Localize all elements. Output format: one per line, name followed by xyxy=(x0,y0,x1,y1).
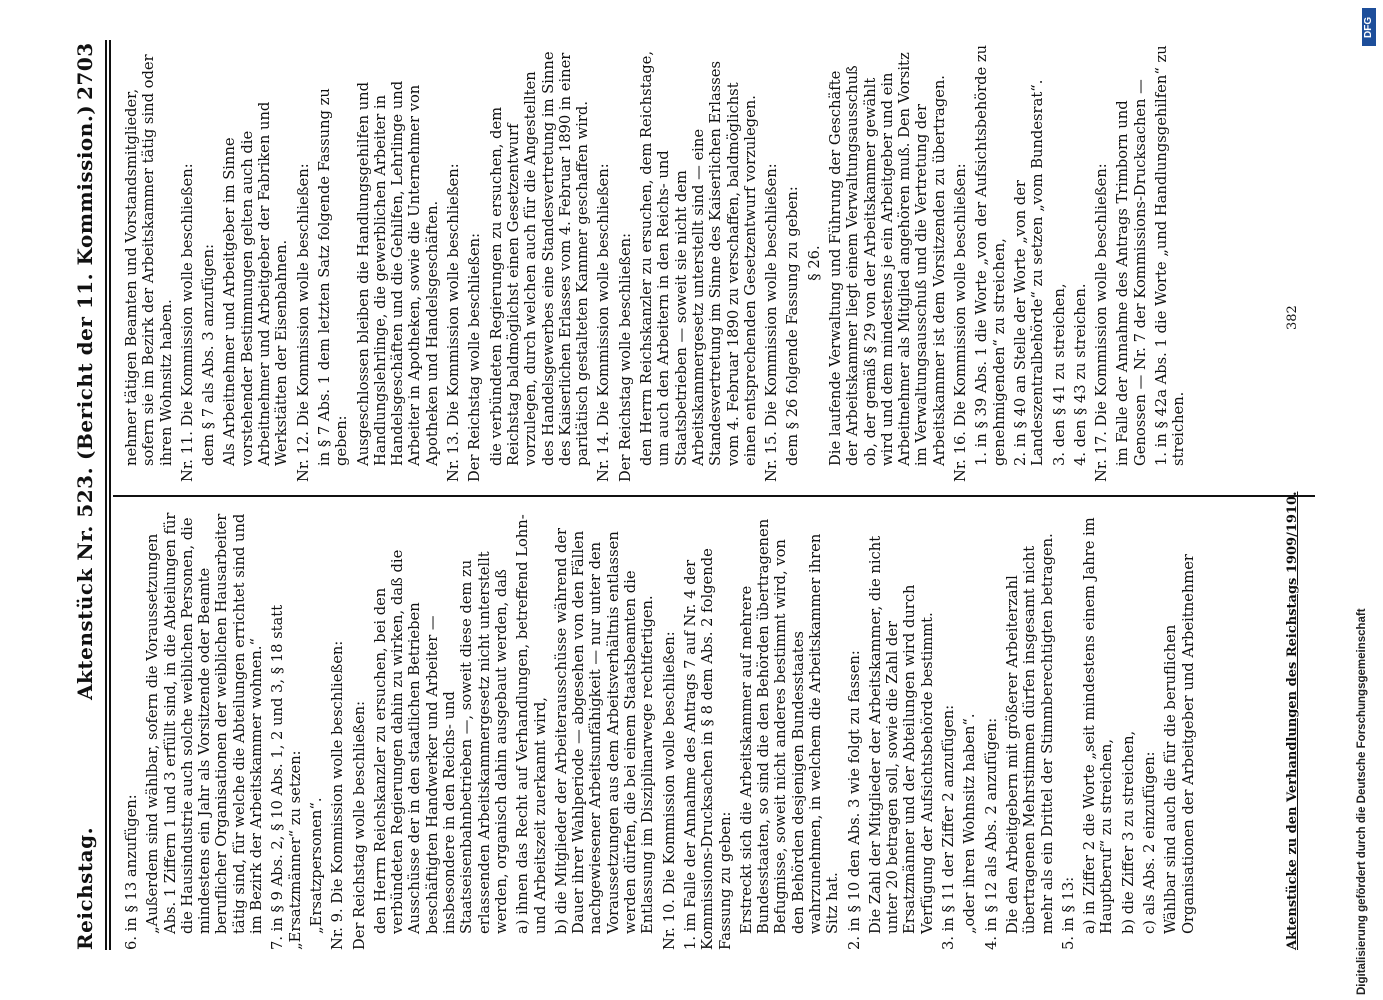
left-para: Erstreckt sich die Arbeitskammer auf mehrere Bundesstaaten, so sind die den Behörden übertragenen Befugnisse, soweit nicht anderes bestimmt wird, von den Behörden desjenigen Bundesstaates wahrzunehmen, in welchem die Arbeitskammer ihren Sitz hat. xyxy=(737,514,842,934)
left-para: 4. in § 12 als Abs. 2 anzufügen: xyxy=(982,717,1000,950)
header-right: (Bericht der 11. Kommission.) xyxy=(73,104,97,460)
right-para: 4. den § 43 zu streichen. xyxy=(1071,283,1089,466)
left-para: „oder ihren Wohnsitz haben“. xyxy=(961,713,979,934)
left-para: b) die Mitglieder der Arbeiterausschüsse während der Dauer ihrer Wahlperiode — abgesehen von den Fällen nachgewiesener Arbeitsunfähigkeit — nur unter den Voraussetzungen aus dem Arbeitsverhältnis entlassen werden dürfen, die bei einem Staatsbeamten die Entlassung im Disziplinarwege rechtfertigen. xyxy=(552,523,657,934)
dfg-logo-icon: DFG xyxy=(1362,8,1376,46)
header-center: Aktenstück Nr. 523. xyxy=(73,466,97,700)
right-para: Nr. 12. Die Kommission wolle beschließen: xyxy=(294,163,312,482)
digitization-note: Digitalisierung gefördert durch die Deutsche Forschungsgemeinschaft xyxy=(1356,608,1368,995)
right-para: nehmer tätigen Beamten und Vorstandsmitglieder, sofern sie im Bezirk der Arbeitskammer tätig sind oder ihren Wohnsitz haben. xyxy=(123,49,175,466)
right-para: Nr. 16. Die Kommission wolle beschließen: xyxy=(952,163,970,482)
right-para: Nr. 15. Die Kommission wolle beschließen: xyxy=(763,163,781,482)
left-para: 3. in § 11 der Ziffer 2 anzufügen: xyxy=(940,704,958,950)
right-para: Ausgeschlossen bleiben die Handlungsgehilfen und Handlungslehrlinge, die gewerblichen Arbeiter in Handelsgeschäften und die Gehilfen, Lehrlinge und Arbeiter in Apotheken, sowie die Unternehmer von Apotheken und Handelsgeschäften. xyxy=(354,76,441,466)
right-para: dem § 26 folgende Fassung zu geben: xyxy=(784,186,802,466)
left-para: 5. in § 13: xyxy=(1059,876,1077,950)
header-rule xyxy=(105,40,107,950)
right-para: 1. in § 42a Abs. 1 die Worte „und Handlungsgehilfen“ zu streichen. xyxy=(1153,40,1188,466)
left-para: Der Reichstag wolle beschließen: xyxy=(350,700,368,950)
left-para: 6. in § 13 anzufügen: xyxy=(123,794,140,950)
right-para: 1. in § 39 Abs. 1 die Worte „von der Aufsichtsbehörde zu genehmigenden“ zu streichen, xyxy=(973,40,1008,466)
left-para: Wählbar sind auch die für die beruflichen Organisationen der Arbeitgeber und Arbeitnehmer xyxy=(1162,554,1197,934)
header-left: Reichstag. xyxy=(73,826,97,950)
header-page-number: 2703 xyxy=(73,42,97,100)
right-para: die verbündeten Regierungen zu ersuchen, dem Reichstag baldmöglichst einen Gesetzentwurf vorzulegen, durch welchen auch für die Angestellten des Handelsgewerbes eine Standesvertretung im Sinne des Kaiserlichen Erlasses vom 4. Februar 1890 in einer paritätisch gestalteten Kammer geschaffen wird. xyxy=(487,46,592,466)
right-para: Als Arbeitnehmer und Arbeitgeber im Sinne vorstehender Bestimmungen gelten auch die Arbeitnehmer und Arbeitgeber der Fabriken und Werkstätten der Eisenbahnen. xyxy=(221,97,291,466)
right-para: in § 7 Abs. 1 dem letzten Satz folgende Fassung zu geben: xyxy=(315,83,351,466)
right-para: dem § 7 als Abs. 3 anzufügen: xyxy=(200,243,218,466)
left-para: Die Zahl der Mitglieder der Arbeitskammer, die nicht unter 20 betragen soll, sowie die Zahl der Ersatzmänner und der Abteilungen wird durch Verfügung der Aufsichtsbehörde bestimmt. xyxy=(866,531,936,934)
left-para: 2. in § 10 den Abs. 3 wie folgt zu fassen: xyxy=(845,650,863,950)
right-para: den Herrn Reichskanzler zu ersuchen, dem Reichstage, um auch den Arbeitern in den Reichs- und Staatsbetrieben — soweit sie nicht dem Arbeitskammergesetz unterstellt sind — eine Standesvertretung im Sinne des Kaiserlichen Erlasses vom 4. Februar 1890 zu verschaffen, baldmöglichst einen entsprechenden Gesetzentwurf vorzulegen. xyxy=(638,46,759,466)
document-page xyxy=(65,40,1315,950)
header-rule-2 xyxy=(109,40,111,950)
right-para: im Falle der Annahme des Antrags Trimborn und Genossen — Nr. 7 der Kommissions-Drucksachen — xyxy=(1114,79,1149,466)
left-para: c) als Abs. 2 einzufügen: xyxy=(1141,751,1159,934)
right-para: 3. den § 41 zu streichen, xyxy=(1050,283,1068,466)
footer-page-number: 382 xyxy=(1285,305,1300,330)
page-footer: Aktenstücke zu den Verhandlungen des Reichstags 1909/1910. xyxy=(1285,491,1300,950)
right-para: 2. in § 40 an Stelle der Worte „von der Landeszentralbehörde“ zu setzen „vom Bundesrat“. xyxy=(1011,79,1047,466)
left-para: a) ihnen das Recht auf Verhandlungen, betreffend Lohn- und Arbeitszeit zuerkannt wird, xyxy=(514,509,549,934)
left-para: Nr. 9. Die Kommission wolle beschließen: xyxy=(329,640,347,950)
left-para: 7. in § 9 Abs. 2, § 10 Abs. 1, 2 und 3, § 18 statt „Ersatzmänner“ zu setzen: xyxy=(269,600,304,950)
right-para: Nr. 14. Die Kommission wolle beschließen: xyxy=(595,163,613,482)
left-para: den Herrn Reichskanzler zu ersuchen, bei den verbündeten Regierungen dahin zu wirken, daß die Ausschüsse der in den staatlichen Betrieben beschäftigten Handwerker und Arbeiter — insbesondere in den Reichs- und Staatseisenbahnbetrieben —, soweit diese dem zu erlassenden Arbeitskammergesetz nicht unterstellt werden, organisch dahin ausgebaut werden, daß xyxy=(371,545,510,934)
right-para: Nr. 13. Die Kommission wolle beschließen: xyxy=(445,163,463,482)
left-para: „Ersatzpersonen“. xyxy=(307,797,325,934)
left-para: „Außerdem sind wählbar, sofern die Voraussetzungen Abs. 1 Ziffern 1 und 3 erfüllt sind, in die Abteilungen für die Hausindustrie auch solche weiblichen Personen, die mindestens ein Jahr als Vorsitzende oder Beamte beruflicher Organisationen der weiblichen Hausarbeiter tätig sind, für welche die Abteilungen errichtet sind und im Bezirk der Arbeitskammer wohnen.“ xyxy=(144,507,266,934)
right-para: Nr. 11. Die Kommission wolle beschließen: xyxy=(178,163,196,482)
left-para: b) die Ziffer 3 zu streichen, xyxy=(1119,730,1137,934)
left-para: 1. im Falle der Annahme des Antrags 7 auf Nr. 4 der Kommissions-Drucksachen in § 8 dem Abs. 2 folgende Fassung zu geben: xyxy=(681,543,734,950)
right-para: Die laufende Verwaltung und Führung der Geschäfte der Arbeitskammer liegt einem Verwaltungsausschuß ob, der gemäß § 29 von der Arbeitskammer gewählt wird und dem mindestens je ein Arbeitgeber und ein Arbeitnehmer als Mitglied angehören muß. Den Vorsitz im Verwaltungsausschuß und die Vertretung der Arbeitskammer ist dem Vorsitzenden zu übertragen. xyxy=(826,47,948,466)
right-column xyxy=(123,40,1192,482)
left-para: a) in Ziffer 2 die Worte „seit mindestens einem Jahre im Hauptberuf“ zu streichen, xyxy=(1081,512,1116,934)
right-para: Nr. 17. Die Kommission wolle beschließen: xyxy=(1093,163,1111,482)
column-divider xyxy=(113,495,1315,497)
left-para: Nr. 10. Die Kommission wolle beschließen: xyxy=(660,631,678,950)
right-para: § 26. xyxy=(805,245,823,281)
right-para: Der Reichstag wolle beschließen: xyxy=(466,232,484,482)
left-column xyxy=(123,507,1201,950)
right-para: Der Reichstag wolle beschließen: xyxy=(616,232,634,482)
left-para: Die den Arbeitgebern mit größerer Arbeiterzahl übertragenen Mehrstimmen dürfen insgesamt nicht mehr als ein Drittel der Stimmberechtigten betragen. xyxy=(1003,533,1056,934)
